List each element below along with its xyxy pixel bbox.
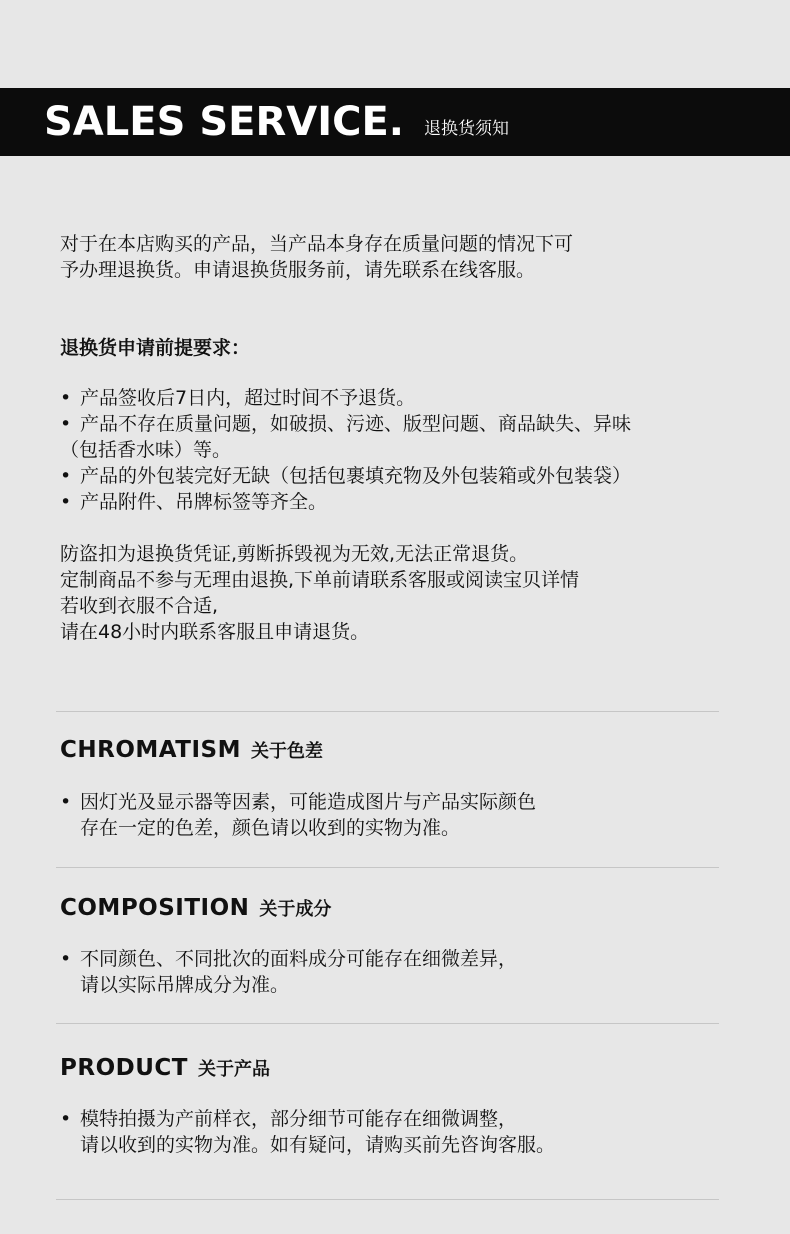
section-title-product (60, 1055, 270, 1081)
divider (56, 711, 719, 712)
divider (56, 1023, 719, 1024)
requirements-heading: 退换货申请前提要求： (60, 337, 251, 359)
bullet-icon: • (60, 791, 72, 813)
bullet-icon: • (60, 413, 72, 435)
list-item-text: 产品附件、吊牌标签等齐全。 (80, 491, 328, 513)
list-item-text: 模特拍摄为产前样衣，部分细节可能存在细微调整， (80, 1108, 518, 1130)
notes-line: 若收到衣服不合适, (60, 595, 219, 617)
intro-line: 予办理退换货。申请退换货服务前，请先联系在线客服。 (60, 259, 536, 281)
section-title-cn: 关于产品 (197, 1059, 270, 1080)
section-title-en: COMPOSITION (60, 895, 250, 921)
list-item-text: 请以收到的实物为准。如有疑问，请购买前先咨询客服。 (80, 1134, 556, 1156)
bullet-icon: • (60, 491, 72, 513)
list-item-text: （包括香水味）等。 (60, 439, 232, 461)
section-title-chromatism (60, 737, 323, 763)
section-title-composition (60, 895, 331, 921)
divider (56, 867, 719, 868)
notes-line: 防盗扣为退换货凭证,剪断拆毁视为无效,无法正常退货。 (60, 543, 529, 565)
list-item-text: 产品的外包装完好无缺（包括包裹填充物及外包装箱或外包装袋） (80, 465, 632, 487)
section-title-cn: 关于成分 (259, 899, 332, 920)
section-body-composition (60, 946, 750, 998)
page-title: SALES SERVICE. (44, 99, 404, 145)
list-item-text: 不同颜色、不同批次的面料成分可能存在细微差异， (80, 948, 518, 970)
notes-line: 定制商品不参与无理由退换,下单前请联系客服或阅读宝贝详情 (60, 569, 580, 591)
notes-line: 请在48小时内联系客服且申请退货。 (60, 621, 370, 643)
section-body-chromatism (60, 789, 750, 841)
bullet-icon: • (60, 465, 72, 487)
intro-paragraph (60, 231, 740, 283)
list-item (60, 789, 750, 841)
page-subtitle: 退换货须知 (424, 119, 509, 139)
bullet-icon: • (60, 1108, 72, 1130)
bullet-icon: • (60, 948, 72, 970)
list-item-text: 请以实际吊牌成分为准。 (80, 974, 290, 996)
list-item (60, 1106, 750, 1158)
bullet-icon: • (60, 387, 72, 409)
section-title-en: PRODUCT (60, 1055, 188, 1081)
list-item (60, 946, 750, 998)
section-title-cn: 关于色差 (251, 741, 323, 762)
list-item-text: 存在一定的色差，颜色请以收到的实物为准。 (80, 817, 461, 839)
section-body-product (60, 1106, 750, 1158)
list-item-text: 因灯光及显示器等因素，可能造成图片与产品实际颜色 (80, 791, 537, 813)
list-item-text: 产品不存在质量问题，如破损、污迹、版型问题、商品缺失、异味 (80, 413, 632, 435)
list-item-text: 产品签收后7日内，超过时间不予退货。 (80, 387, 416, 409)
list-item (60, 385, 750, 411)
divider (56, 1199, 719, 1200)
notes-paragraph (60, 541, 750, 645)
list-item (60, 411, 750, 463)
list-item (60, 463, 750, 489)
section-title-en: CHROMATISM (60, 737, 241, 763)
list-item (60, 489, 750, 515)
requirements-list (60, 385, 750, 515)
intro-line: 对于在本店购买的产品，当产品本身存在质量问题的情况下可 (60, 233, 574, 255)
